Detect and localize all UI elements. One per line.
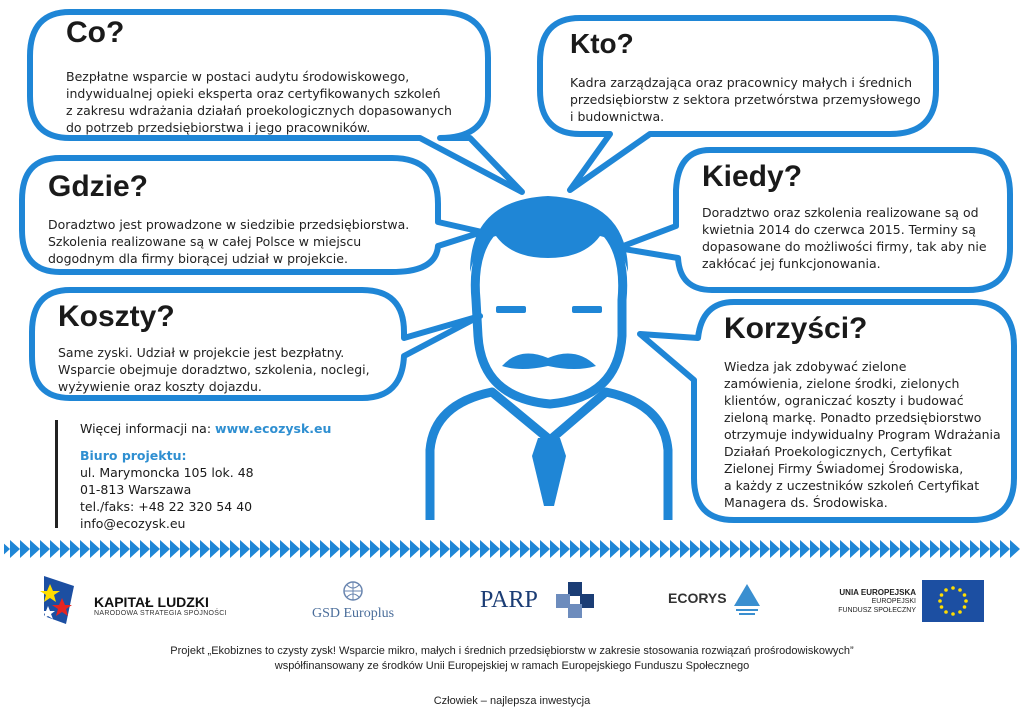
office-label: Biuro projektu: <box>80 448 187 463</box>
bubble-kiedy-title: Kiedy? <box>702 160 803 193</box>
bubble-co <box>66 16 476 136</box>
tagline: Człowiek – najlepsza inwestycja <box>433 695 591 707</box>
more-info-line <box>80 420 331 437</box>
kapital-ludzki-logo <box>40 572 90 628</box>
zigzag-divider <box>0 540 1024 558</box>
globe-icon <box>342 580 364 602</box>
gsd-europlus-text: GSD Europlus <box>311 606 395 621</box>
bubble-koszty-text: Same zyski. Udział w projekcie jest bezpłatny. Wsparcie obejmuje doradztwo, szkolenia, noclegi, wyżywienie oraz koszty dojazdu. <box>58 345 370 394</box>
eu-fund-line3: FUNDUSZ SPOŁECZNY <box>838 607 916 614</box>
contact-info <box>55 420 332 531</box>
bubble-co-text: Bezpłatne wsparcie w postaci audytu środowiskowego, indywidualnej opieki eksperta oraz certyfikowanych szkoleń z zakresu wdrażania działań proekologicznych dopasowanych do potrzeb przedsiębiorstwa i jego pracowników. <box>66 69 452 135</box>
bubble-korzysci-text: Wiedza jak zdobywać zielone zamówienia, zielone środki, zielonych klientów, ograniczać koszty i budować zieloną markę. Ponadto przedsiębiorstwo otrzymuje indywidualny Program Wdrażania Działań Proekologicznych, Certyfikat Zielonej Firmy Świadomej Środowiska, a każdy z uczestników szkoleń Certyfikat Managera ds. Środowiska. <box>724 359 1001 510</box>
bubble-kto-text: Kadra zarządzająca oraz pracownicy małych i średnich przedsiębiorstw z sektora przetwórstwa przemysłowego i budownictwa. <box>570 75 921 124</box>
bubble-korzysci <box>724 312 1024 511</box>
project-footer <box>0 644 1024 674</box>
bubble-co-title: Co? <box>66 16 125 49</box>
bubble-gdzie-title: Gdzie? <box>48 170 149 203</box>
bubble-kiedy-text: Doradztwo oraz szkolenia realizowane są od kwietnia 2014 do czerwca 2015. Terminy są dopasowane do możliwości firmy, tak aby nie zakłócać jej funkcjonowania. <box>702 205 987 271</box>
gsd-europlus-logo <box>298 580 408 622</box>
ecorys-text: ECORYS <box>668 590 727 606</box>
eu-flag-icon <box>922 580 984 622</box>
kapital-ludzki-subtitle: NARODOWA STRATEGIA SPÓJNOŚCI <box>94 610 227 617</box>
kapital-ludzki-title: KAPITAŁ LUDZKI <box>94 594 209 610</box>
bubble-gdzie <box>48 170 428 267</box>
email-link[interactable]: info@ecozysk.eu <box>80 516 186 531</box>
ecorys-triangle-icon <box>734 584 760 618</box>
more-info-label: Więcej informacji na: <box>80 421 212 436</box>
footer-line-2: współfinansowany ze środków Unii Europejskiej w ramach Europejskiego Funduszu Społecznego <box>274 660 750 672</box>
bubble-kiedy <box>702 160 992 272</box>
bubble-korzysci-title: Korzyści? <box>724 312 868 345</box>
bubble-koszty <box>58 300 378 395</box>
parp-emblem-icon <box>556 582 596 618</box>
eu-fund-text <box>808 588 916 615</box>
phone-fax: tel./faks: +48 22 320 54 40 <box>80 499 253 514</box>
bubble-kto <box>570 28 930 125</box>
kapital-ludzki-text <box>94 594 227 617</box>
parp-text: PARP <box>480 587 538 613</box>
website-link[interactable]: www.ecozysk.eu <box>215 421 332 436</box>
address-street: ul. Marymoncka 105 lok. 48 <box>80 465 254 480</box>
bubble-koszty-title: Koszty? <box>58 300 175 333</box>
eu-name: UNIA EUROPEJSKA <box>839 588 916 597</box>
footer-line-1: Projekt „Ekobiznes to czysty zysk! Wsparcie mikro, małych i średnich przedsiębiorstw w zakresie stosowania rozwiązań prośrodowiskowych” <box>170 645 854 657</box>
bubble-kto-title: Kto? <box>570 28 634 59</box>
address-city: 01-813 Warszawa <box>80 482 192 497</box>
bubble-gdzie-text: Doradztwo jest prowadzone w siedzibie przedsiębiorstwa. Szkolenia realizowane są w całej Polsce w miejscu dogodnym dla firmy biorącej udział w projekcie. <box>48 217 410 266</box>
eu-fund-line2: EUROPEJSKI <box>871 598 916 605</box>
